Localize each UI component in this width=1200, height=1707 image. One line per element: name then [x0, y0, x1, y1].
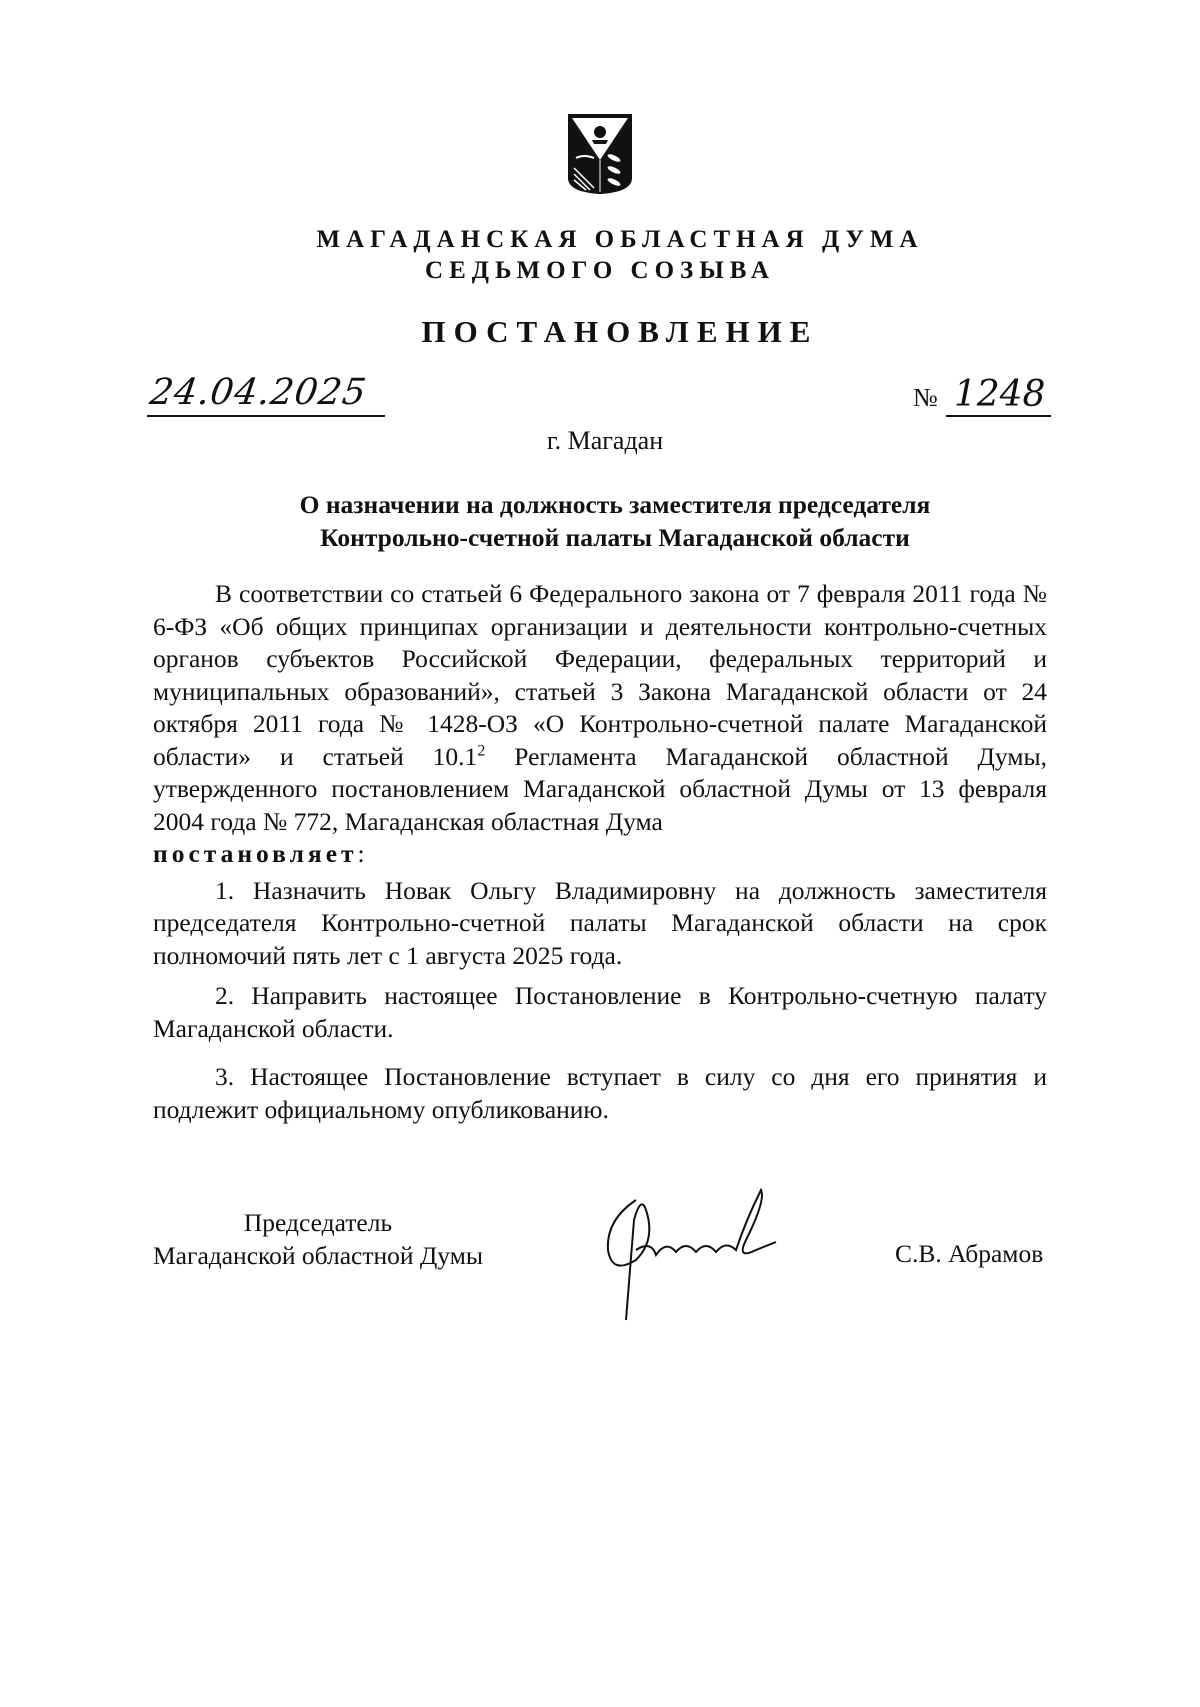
- signature-block: [153, 1206, 1047, 1366]
- handwritten-signature: [596, 1180, 786, 1330]
- coat-of-arms-emblem: [566, 112, 634, 196]
- number-value: 1248: [946, 374, 1052, 417]
- signatory-name: С.В. Абрамов: [895, 1239, 1044, 1268]
- superscript: 2: [477, 742, 486, 759]
- preamble-text: В соответствии со статьей 6 Федерального закона от 7 февраля 2011 года № 6-ФЗ «Об общих принципах организации и деятельности контрольно-счетных органов субъектов Российской Федерации, федеральных территорий и муниципальных образований», статьей 3 Закона Магаданской области от 24 октября 2011 года № 1428-ОЗ «О Контрольно-счетной палате Магаданской области» и статьей 10.1: [153, 579, 1047, 771]
- document-type: ПОСТАНОВЛЕНИЕ: [421, 314, 819, 349]
- city: г. Магадан: [546, 426, 664, 455]
- document-subject: [0, 488, 1200, 554]
- document-body: [153, 578, 1047, 1366]
- signatory-title: [153, 1206, 483, 1272]
- preamble-paragraph: [153, 578, 1047, 871]
- colon: :: [357, 839, 365, 868]
- preamble-text-rest: Регламента Магаданской областной Думы, утвержденного постановлением Магаданской областной Думы от 13 февраля 2004 года № 772, Магаданская областная Дума: [153, 741, 1047, 836]
- convocation: СЕДЬМОГО СОЗЫВА: [425, 257, 775, 284]
- subject-line: Контрольно-счетной палаты Магаданской области: [320, 523, 910, 552]
- resolution-item: 2. Направить настоящее Постановление в Контрольно-счетную палату Магаданской области.: [153, 981, 1047, 1043]
- document-number: [913, 374, 1051, 417]
- resolution-item: 1. Назначить Новак Ольгу Владимировну на должность заместителя председателя Контрольно-счетной палаты Магаданской области на срок полномочий пять лет с 1 августа 2025 года.: [153, 875, 1047, 970]
- resolution-item: 3. Настоящее Постановление вступает в силу со дня его принятия и подлежит официальному опубликованию.: [153, 1062, 1047, 1124]
- number-label: №: [913, 383, 938, 412]
- title-line: Магаданской областной Думы: [153, 1241, 483, 1270]
- title-line: Председатель: [243, 1208, 393, 1237]
- document-date: 24.04.2025: [147, 372, 391, 417]
- resolves-keyword: постановляет: [153, 839, 358, 868]
- organization-name: МАГАДАНСКАЯ ОБЛАСТНАЯ ДУМА: [316, 226, 924, 253]
- subject-line: О назначении на должность заместителя председателя: [299, 490, 931, 519]
